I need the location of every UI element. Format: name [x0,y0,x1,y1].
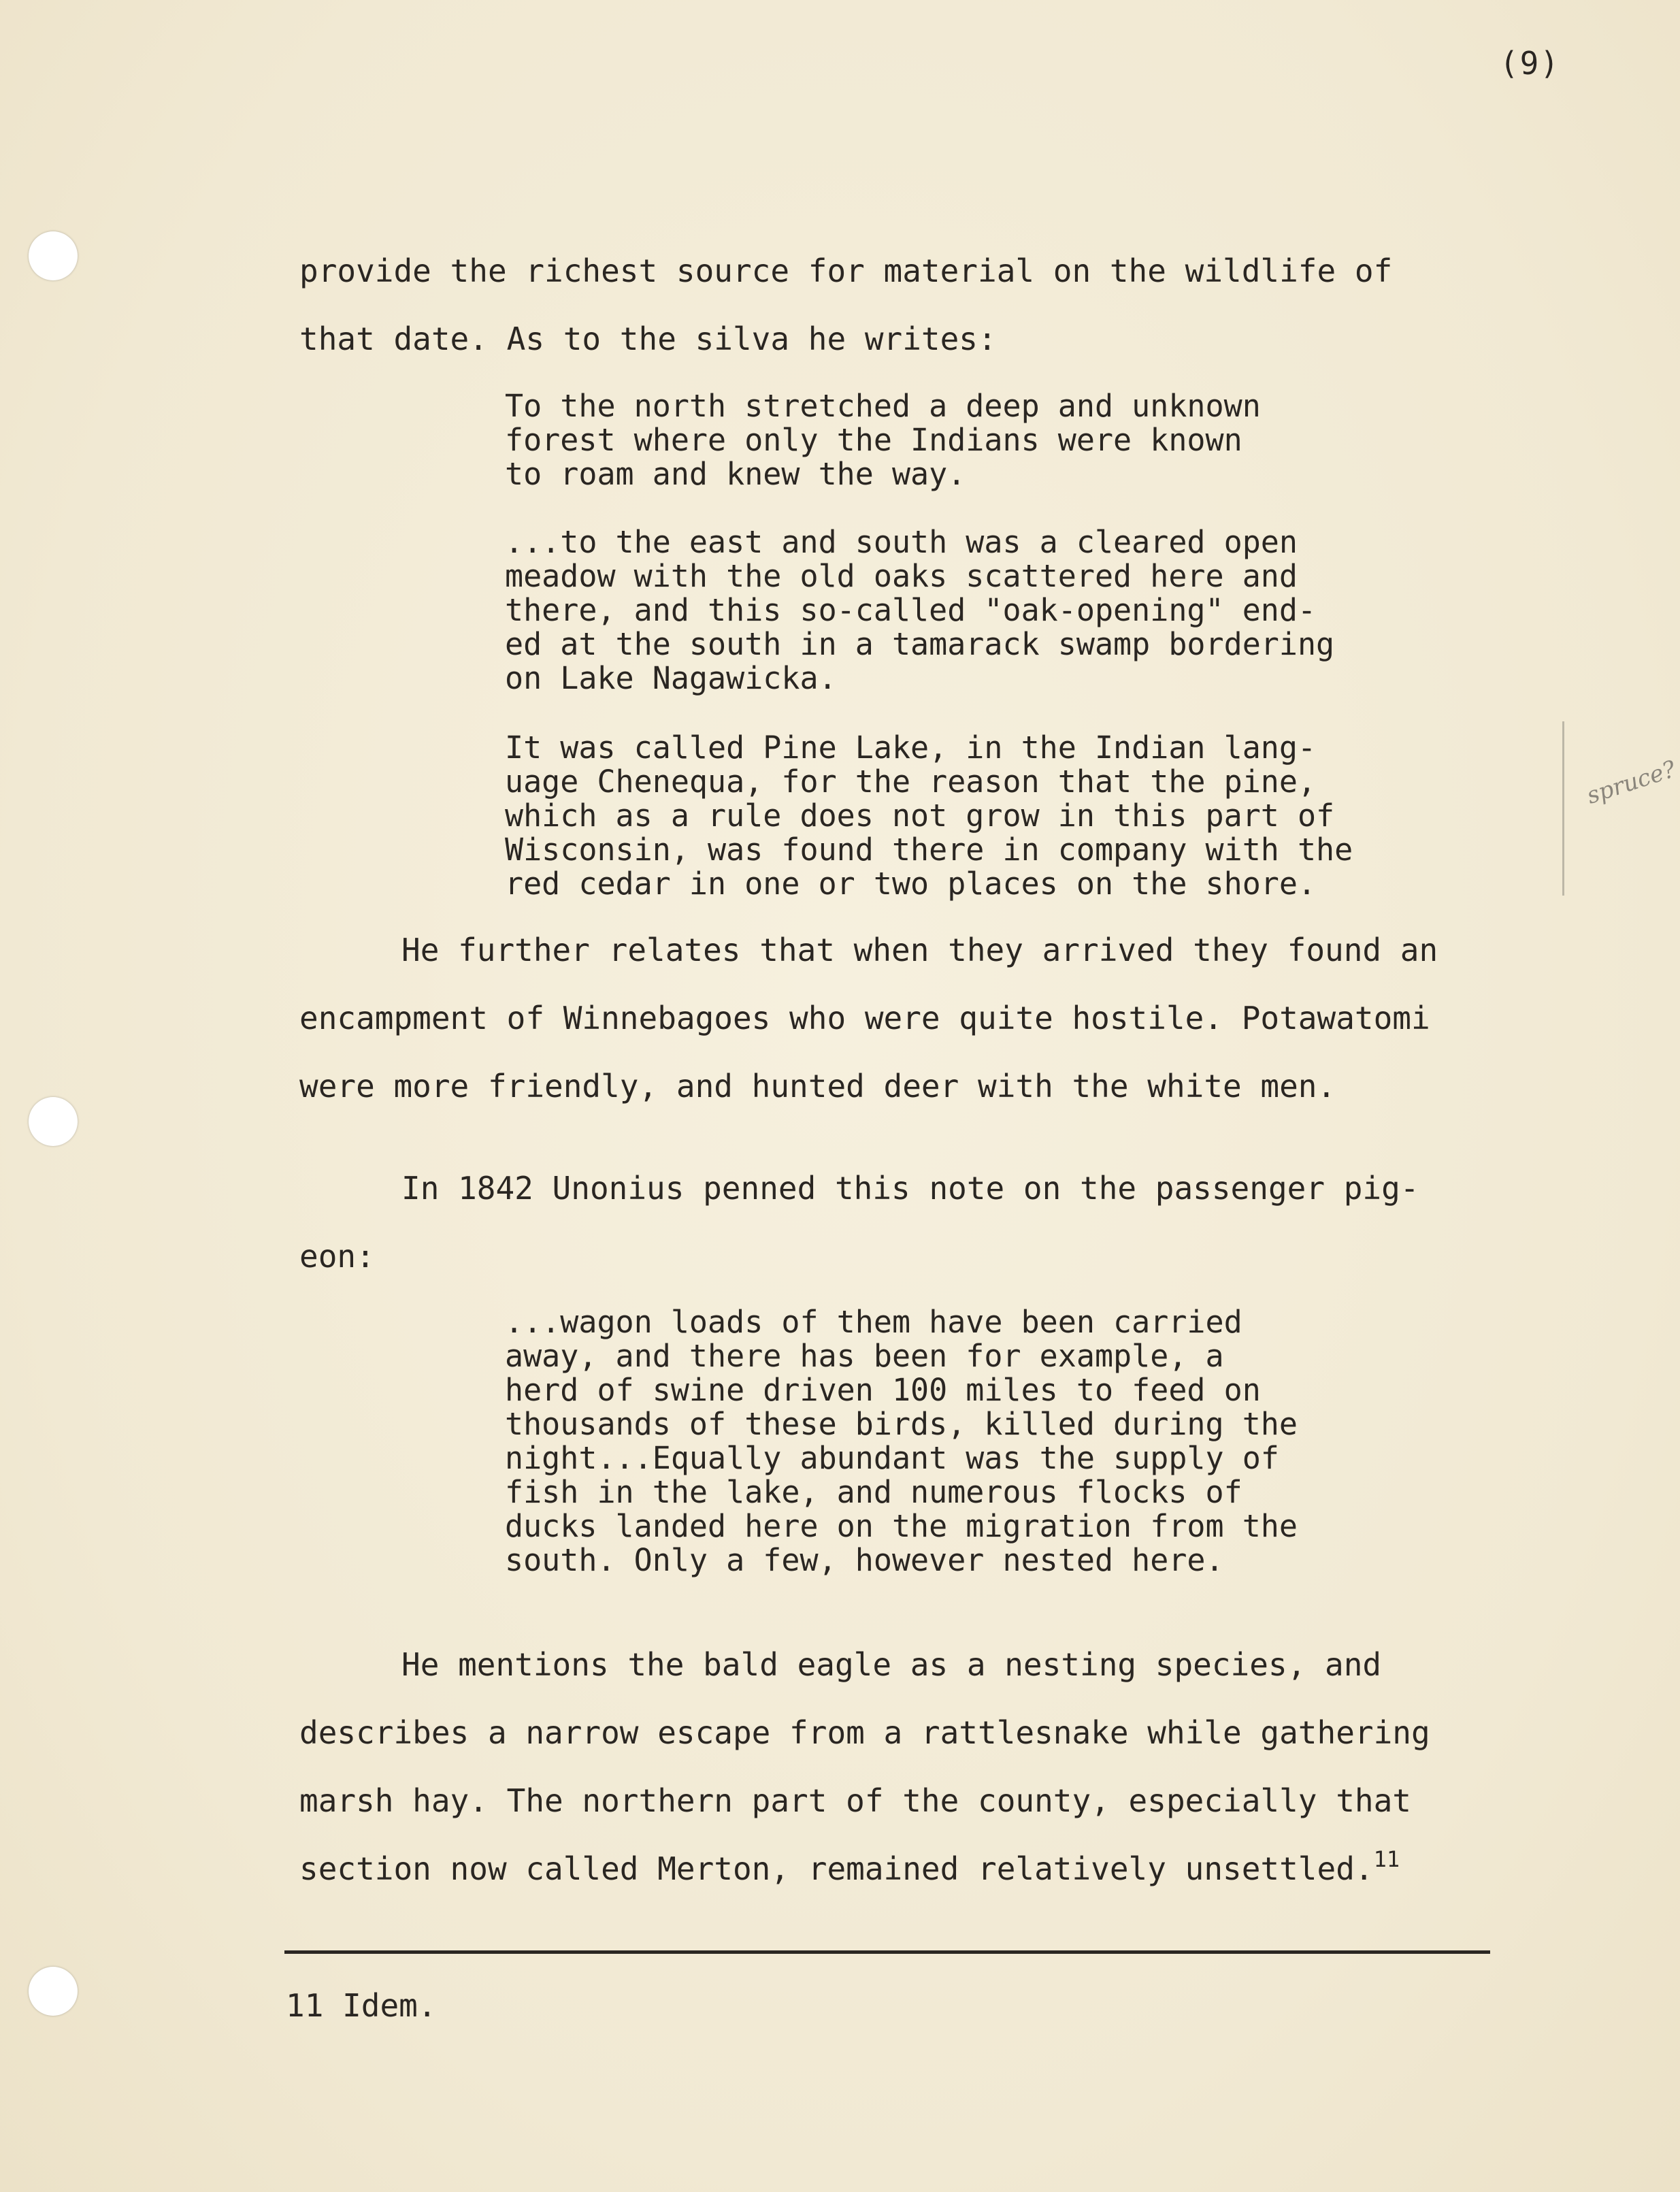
block-quote-line: uage Chenequa, for the reason that the pine, [505,764,1317,800]
paragraph-line: that date. As to the silva he writes: [299,321,997,357]
footnote-divider [284,1950,1490,1954]
block-quote-line: meadow with the old oaks scattered here and [505,558,1298,594]
block-quote-line: which as a rule does not grow in this part of [505,798,1335,834]
page-number: (9) [1499,45,1560,82]
block-quote-line: To the north stretched a deep and unknown [505,388,1261,424]
paragraph-line [299,1835,1538,1903]
block-quote-line: thousands of these birds, killed during the [505,1406,1298,1442]
footnote: 11 Idem. [286,1987,437,2024]
paragraph-line: He mentions the bald eagle as a nesting species, and [401,1646,1382,1683]
paragraph-line: eon: [299,1238,375,1275]
block-quote-line: to roam and knew the way. [505,456,966,492]
block-quote-line: on Lake Nagawicka. [505,660,837,696]
paragraph-line: marsh hay. The northern part of the county, especially that [299,1782,1411,1819]
block-quote-line: red cedar in one or two places on the shore. [505,866,1317,902]
punch-hole [29,1097,78,1146]
block-quote-line: there, and this so-called "oak-opening" end- [505,592,1317,628]
footnote-reference: 11 [1373,1846,1400,1872]
block-quote-line: herd of swine driven 100 miles to feed on [505,1372,1261,1408]
block-quote-line: away, and there has been for example, a [505,1338,1224,1374]
block-quote-line: ...wagon loads of them have been carried [505,1304,1242,1340]
margin-mark [1562,721,1564,896]
block-quote-line: forest where only the Indians were known [505,422,1242,458]
paragraph-line: were more friendly, and hunted deer with the white men. [299,1068,1336,1105]
handwritten-margin-note: spruce? [1583,755,1679,810]
block-quote-line: ...to the east and south was a cleared open [505,524,1298,560]
paragraph-line: encampment of Winnebagoes who were quite hostile. Potawatomi [299,1000,1430,1036]
block-quote-line: Wisconsin, was found there in company with the [505,832,1353,868]
paragraph-line: provide the richest source for material on the wildlife of [299,252,1393,289]
punch-hole [29,231,78,280]
block-quote-line: fish in the lake, and numerous flocks of [505,1474,1242,1510]
block-quote-line: south. Only a few, however nested here. [505,1542,1224,1578]
paragraph-line-text: section now called Merton, remained relatively unsettled. [299,1850,1374,1887]
punch-hole [29,1967,78,2016]
block-quote-line: ed at the south in a tamarack swamp bordering [505,626,1335,662]
block-quote-line: night...Equally abundant was the supply of [505,1440,1279,1476]
block-quote-line: ducks landed here on the migration from the [505,1508,1298,1544]
block-quote-line: It was called Pine Lake, in the Indian lang- [505,730,1317,766]
paragraph-line: describes a narrow escape from a rattlesnake while gathering [299,1714,1430,1751]
paragraph-line: In 1842 Unonius penned this note on the passenger pig- [401,1170,1419,1207]
paragraph-line: He further relates that when they arrived they found an [401,932,1438,968]
